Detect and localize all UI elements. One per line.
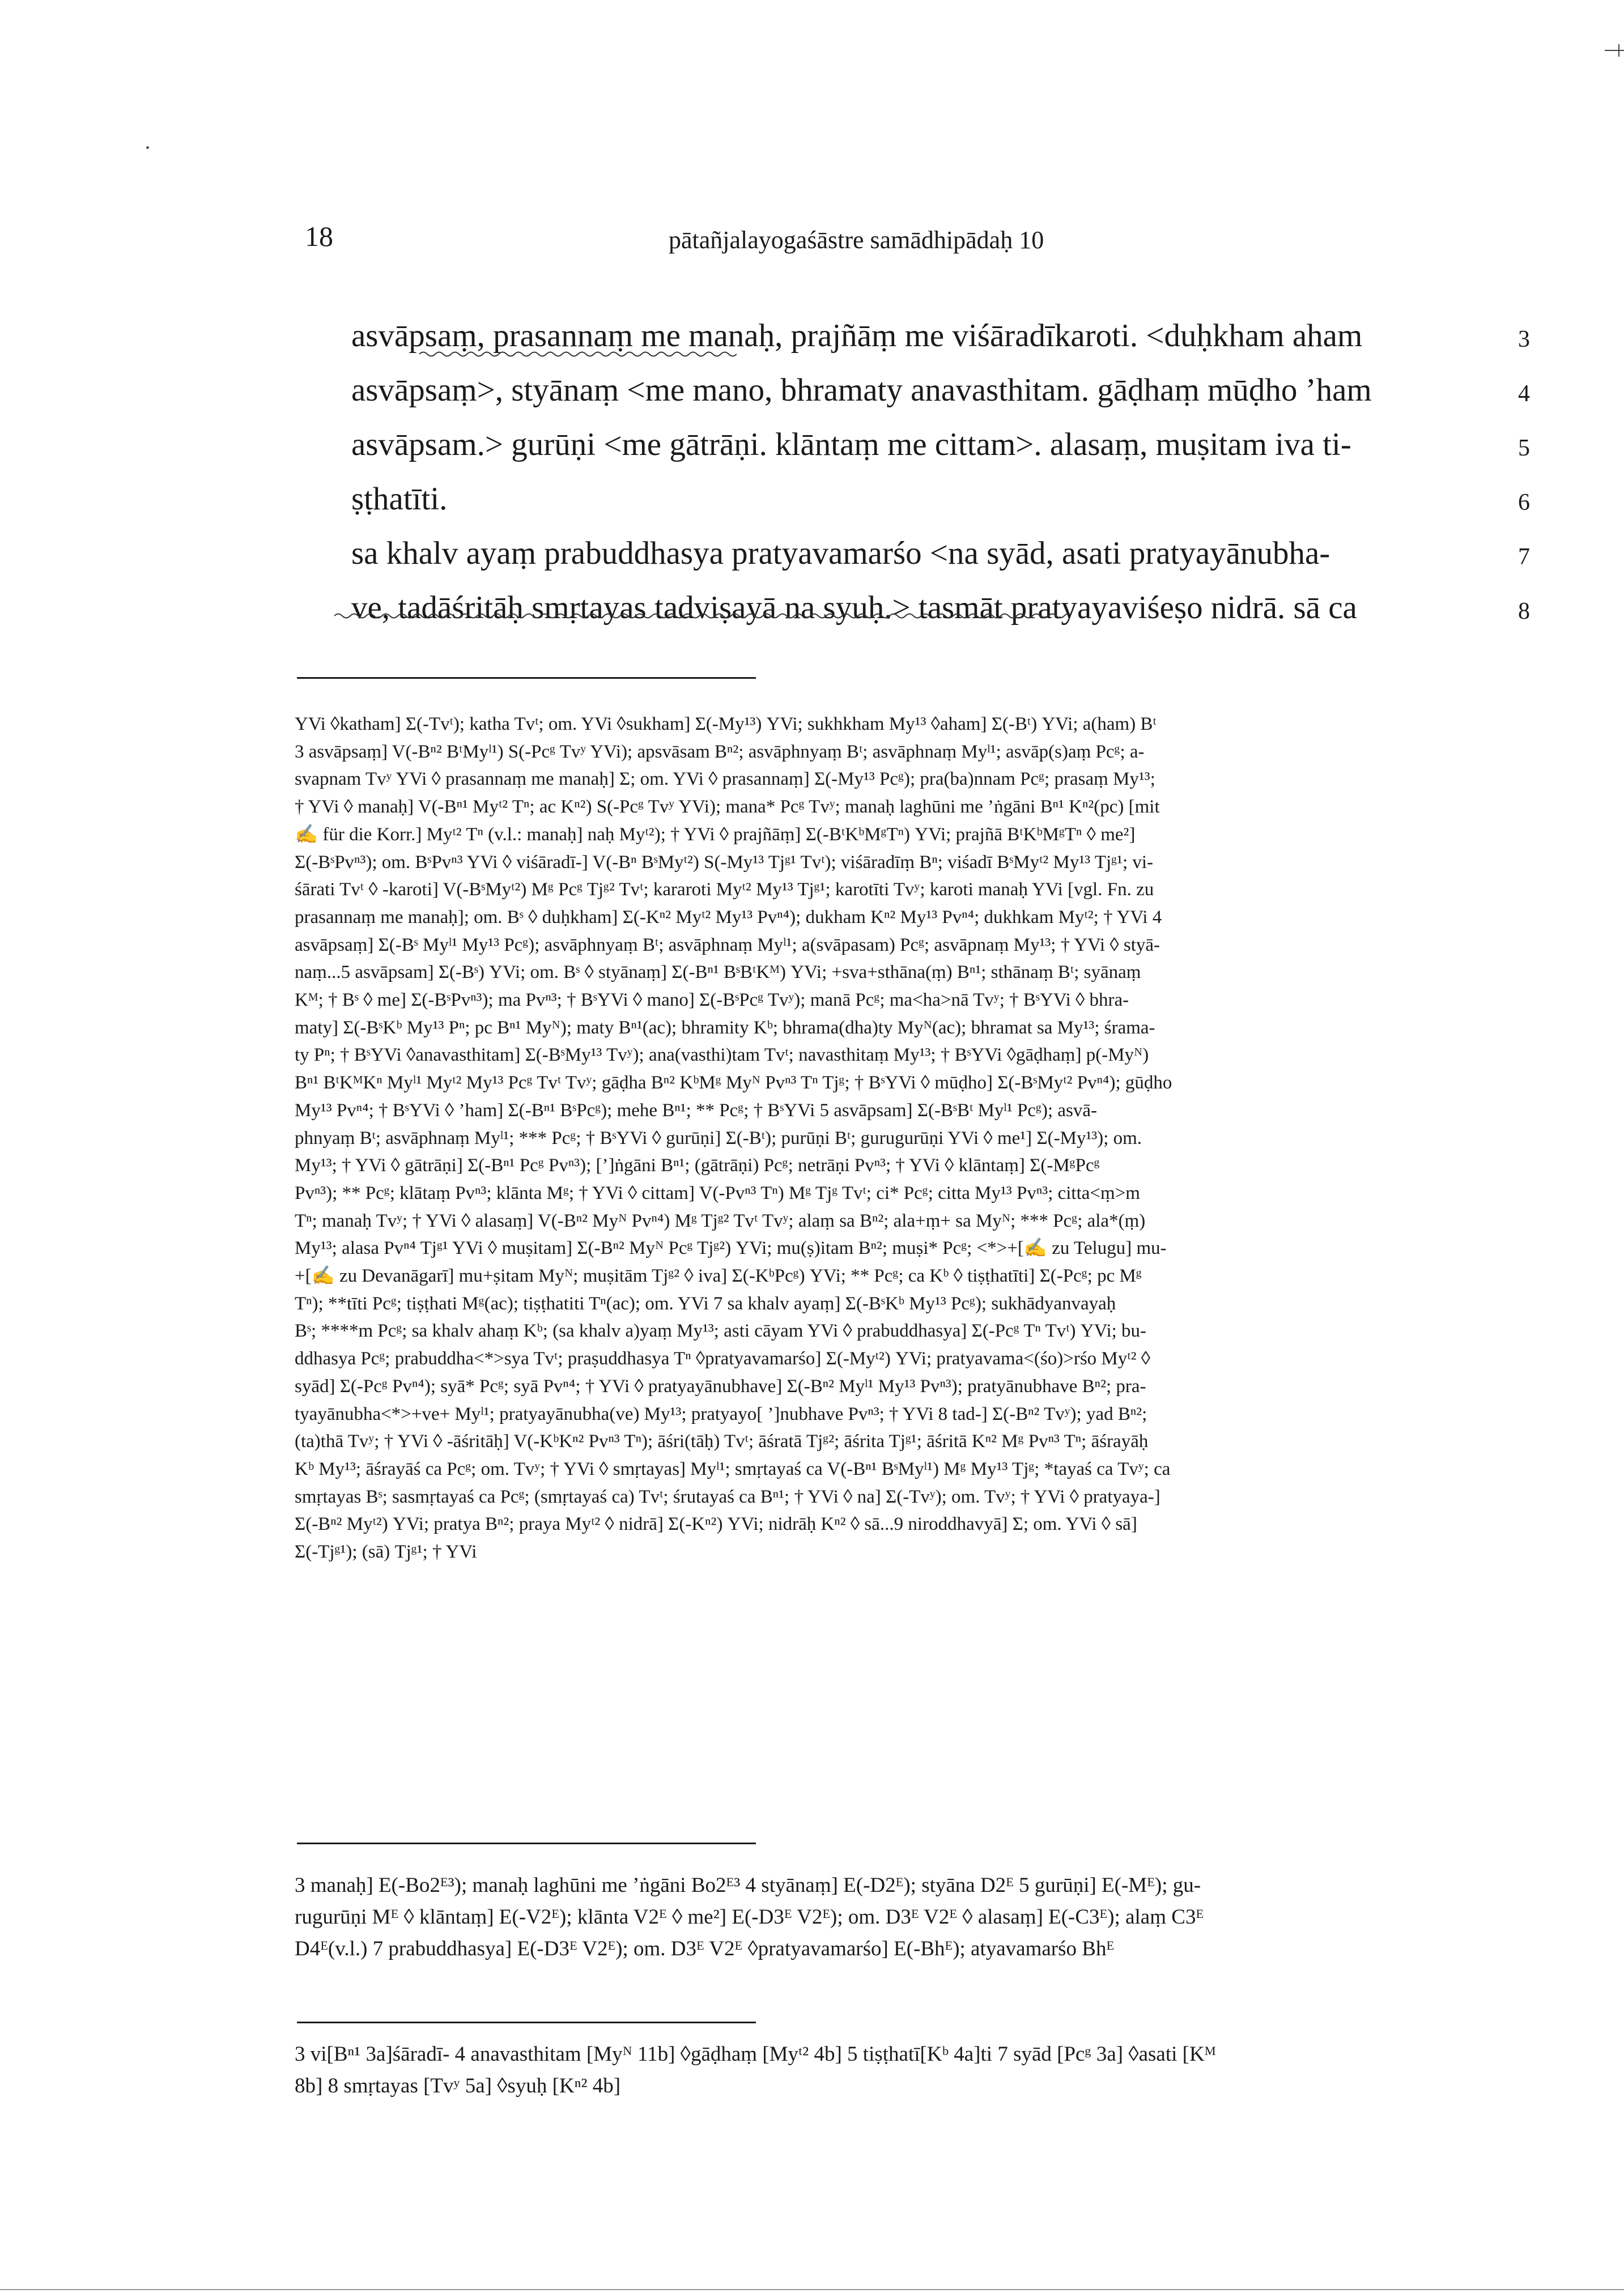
variant-underline: [419, 350, 737, 358]
main-line-text: asvāpsaṃ, prasannaṃ me manaḥ, prajñāṃ me viśāradīkaroti. <duḥkham aham: [351, 318, 1363, 354]
line-number: 6: [1518, 490, 1530, 516]
main-text-line: [351, 472, 1530, 526]
apparatus-line: Bˢ; ****m Pcᵍ; sa khalv ahaṃ Kᵇ; (sa khalv a)yaṃ My¹³; asti cāyam YVi ◊ prabuddhasya] Σ(-Pcᵍ Tⁿ Tvᵗ) YVi; bu-: [295, 1321, 1147, 1342]
main-text-line: [351, 418, 1530, 472]
footnote-line: rugurūṇi Mᴱ ◊ klāntaṃ] E(-V2ᴱ); klānta V2ᴱ ◊ me²] E(-D3ᴱ V2ᴱ); om. D3ᴱ V2ᴱ ◊ alasaṃ] E(-C3ᴱ); alaṃ C3ᴱ: [295, 1905, 1204, 1929]
apparatus-line: Σ(-Tjᵍ¹); (sā) Tjᵍ¹; † YVi: [295, 1542, 477, 1563]
footnote-rule: [297, 2022, 756, 2023]
apparatus-line: svapnam Tvʸ YVi ◊ prasannaṃ me manaḥ] Σ; om. YVi ◊ prasannaṃ] Σ(-My¹³ Pcᵍ); pra(ba)nnam Pcᵍ; prasaṃ My¹³;: [295, 769, 1155, 790]
apparatus-line: My¹³; alasa Pvⁿ⁴ Tjᵍ¹ YVi ◊ muṣitam] Σ(-Bⁿ² Myᴺ Pcᵍ Tjᵍ²) YVi; mu(ṣ)itam Bⁿ²; muṣi* Pcᵍ; <*>+[✍ zu Telugu] mu-: [295, 1238, 1167, 1259]
line-number: 5: [1518, 435, 1530, 461]
apparatus-line: syād] Σ(-Pcᵍ Pvⁿ⁴); syā* Pcᵍ; syā Pvⁿ⁴; † YVi ◊ pratyayānubhave] Σ(-Bⁿ² Myˡ¹ My¹³ Pvⁿ³); pratyānubhave Bⁿ²; pra-: [295, 1376, 1146, 1397]
variant-underline: [334, 612, 1071, 620]
apparatus-line: phnyaṃ Bᵗ; asvāphnaṃ Myˡ¹; *** Pcᵍ; † BˢYVi ◊ gurūṇi] Σ(-Bᵗ); purūṇi Bᵗ; gurugurūṇi YVi ◊ me¹] Σ(-My¹³); om.: [295, 1128, 1142, 1148]
scan-edge-mark: [1618, 44, 1619, 57]
main-line-text: asvāpsam.> gurūṇi <me gātrāṇi. klāntaṃ me cittam>. alasaṃ, muṣitam iva ti-: [351, 427, 1351, 462]
scan-bottom-edge: [0, 2289, 1624, 2290]
running-head: pātañjalayogaśāstre samādhipādaḥ 10: [669, 226, 1044, 254]
apparatus-line: Kᴹ; † Bˢ ◊ me] Σ(-BˢPvⁿ³); ma Pvⁿ³; † BˢYVi ◊ mano] Σ(-BˢPcᵍ Tvʸ); manā Pcᵍ; ma<ha>nā Tvʸ; † BˢYVi ◊ bhra-: [295, 990, 1129, 1011]
apparatus-line: Bⁿ¹ BᵗKᴹKⁿ Myˡ¹ Myᵗ² My¹³ Pcᵍ Tvᵗ Tvʸ; gāḍha Bⁿ² KᵇMᵍ Myᴺ Pvⁿ³ Tⁿ Tjᵍ; † BˢYVi ◊ mūḍho] Σ(-BˢMyᵗ² Pvⁿ⁴); gūḍho: [295, 1073, 1172, 1094]
apparatus-line: ddhasya Pcᵍ; prabuddha<*>sya Tvᵗ; praṣuddhasya Tⁿ ◊pratyavamarśo] Σ(-Myᵗ²) YVi; pratyavama<(śo)>rśo Myᵗ² ◊: [295, 1348, 1151, 1369]
main-text-line: [351, 526, 1530, 581]
apparatus-line: Σ(-BˢPvⁿ³); om. BˢPvⁿ³ YVi ◊ viśāradī-] V(-Bⁿ BˢMyᵗ²) S(-My¹³ Tjᵍ¹ Tvᵗ); viśāradīṃ Bⁿ; viśadī BˢMyᵗ² My¹³ Tjᵍ¹; vi-: [295, 852, 1154, 873]
apparatus-line: Pvⁿ³); ** Pcᵍ; klātaṃ Pvⁿ³; klānta Mᵍ; † YVi ◊ cittam] V(-Pvⁿ³ Tⁿ) Mᵍ Tjᵍ Tvᵗ; ci* Pcᵍ; citta My¹³ Pvⁿ³; citta<ṃ>m: [295, 1182, 1140, 1203]
line-number: 8: [1518, 598, 1530, 624]
apparatus-line: ty Pⁿ; † BˢYVi ◊anavasthitam] Σ(-BˢMy¹³ Tvʸ); ana(vasthi)tam Tvᵗ; navasthitaṃ My¹³; † BˢYVi ◊gāḍhaṃ] p(-Myᴺ): [295, 1045, 1149, 1066]
apparatus-line: 3 asvāpsaṃ] V(-Bⁿ² BᵗMyˡ¹) S(-Pcᵍ Tvʸ YVi); apsvāsam Bⁿ²; asvāphnyaṃ Bᵗ; asvāphnaṃ Myˡ¹; asvāp(s)aṃ Pcᵍ; a-: [295, 741, 1145, 762]
apparatus-rule: [297, 677, 756, 679]
main-text-line: [351, 581, 1530, 635]
main-text-line: [351, 363, 1530, 418]
scan-edge-mark: [1605, 50, 1624, 51]
footnote-line: 3 vi[Bⁿ¹ 3a]śāradī- 4 anavasthitam [Myᴺ 11b] ◊gāḍhaṃ [Myᵗ² 4b] 5 tiṣṭhatī[Kᵇ 4a]ti 7 syād [Pcᵍ 3a] ◊asati [Kᴹ: [295, 2043, 1216, 2066]
apparatus-line: My¹³ Pvⁿ⁴; † BˢYVi ◊ ’ham] Σ(-Bⁿ¹ BˢPcᵍ); mehe Bⁿ¹; ** Pcᵍ; † BˢYVi 5 asvāpsam] Σ(-BˢBᵗ Myˡ¹ Pcᵍ); asvā-: [295, 1100, 1097, 1121]
page-number: 18: [305, 220, 333, 252]
apparatus-line: Tⁿ; manaḥ Tvʸ; † YVi ◊ alasaṃ] V(-Bⁿ² Myᴺ Pvⁿ⁴) Mᵍ Tjᵍ² Tvᵗ Tvʸ; alaṃ sa Bⁿ²; ala+ṃ+ sa Myᴺ; *** Pcᵍ; ala*(ṃ): [295, 1210, 1146, 1231]
critical-apparatus: [295, 711, 1547, 1566]
apparatus-line: Kᵇ My¹³; āśrayāś ca Pcᵍ; om. Tvʸ; † YVi ◊ smṛtayas] Myˡ¹; smṛtayaś ca V(-Bⁿ¹ BˢMyˡ¹) Mᵍ My¹³ Tjᵍ; *tayaś ca Tvʸ; ca: [295, 1458, 1171, 1479]
apparatus-line: † YVi ◊ manaḥ] V(-Bⁿ¹ Myᵗ² Tⁿ; ac Kⁿ²) S(-Pcᵍ Tvʸ YVi); mana* Pcᵍ Tvʸ; manaḥ laghūni me ’ṅgāni Bⁿ¹ Kⁿ²(pc) [mit: [295, 797, 1160, 818]
apparatus-line: naṃ...5 asvāpsam] Σ(-Bˢ) YVi; om. Bˢ ◊ styānaṃ] Σ(-Bⁿ¹ BˢBᵗKᴹ) YVi; +sva+sthāna(ṃ) Bⁿ¹; sthānaṃ Bᵗ; syānaṃ: [295, 962, 1141, 983]
apparatus-line: ✍ für die Korr.] Myᵗ² Tⁿ (v.l.: manaḥ] naḥ Myᵗ²); † YVi ◊ prajñāṃ] Σ(-BᵗKᵇMᵍTⁿ) YVi; prajñā BᵗKᵇMᵍTⁿ ◊ me²]: [295, 824, 1136, 845]
footnote-rule: [297, 1843, 756, 1844]
apparatus-line: maty] Σ(-BˢKᵇ My¹³ Pⁿ; pc Bⁿ¹ Myᴺ); maty Bⁿ¹(ac); bhramity Kᵇ; bhrama(dha)ty Myᴺ(ac); bhramat sa My¹³; śrama-: [295, 1017, 1155, 1038]
footnote-editions: [295, 1870, 1547, 1965]
apparatus-line: Tⁿ); **tīti Pcᵍ; tiṣṭhati Mᵍ(ac); tiṣṭhatiti Tⁿ(ac); om. YVi 7 sa khalv ayaṃ] Σ(-BˢKᵇ My¹³ Pcᵍ); sukhādyanvayaḥ: [295, 1293, 1116, 1314]
apparatus-line: +[✍ zu Devanāgarī] mu+ṣitam Myᴺ; muṣitām Tjᵍ² ◊ iva] Σ(-KᵇPcᵍ) YVi; ** Pcᵍ; ca Kᵇ ◊ tiṣṭhatīti] Σ(-Pcᵍ; pc Mᵍ: [295, 1266, 1142, 1287]
line-number: 3: [1518, 326, 1530, 352]
apparatus-line: smṛtayas Bˢ; sasmṛtayaś ca Pcᵍ; (smṛtayaś ca) Tvᵗ; śrutayaś ca Bⁿ¹; † YVi ◊ na] Σ(-Tvʸ); om. Tvʸ; † YVi ◊ pratyaya-]: [295, 1486, 1160, 1507]
footnote-line: D4ᴱ(v.l.) 7 prabuddhasya] E(-D3ᴱ V2ᴱ); om. D3ᴱ V2ᴱ ◊pratyavamarśo] E(-Bhᴱ); atyavamarśo Bhᴱ: [295, 1937, 1115, 1960]
footnote-line: 8b] 8 smṛtayas [Tvʸ 5a] ◊syuḥ [Kⁿ² 4b]: [295, 2074, 621, 2098]
apparatus-line: Σ(-Bⁿ² Myᵗ²) YVi; pratya Bⁿ²; praya Myᵗ² ◊ nidrā] Σ(-Kⁿ²) YVi; nidrāḥ Kⁿ² ◊ sā...9 niroddhavyā] Σ; om. YVi ◊ sā]: [295, 1514, 1137, 1535]
scan-speck: [146, 146, 149, 149]
line-number: 7: [1518, 544, 1530, 570]
footnote-line: 3 manaḥ] E(-Bo2ᴱ³); manaḥ laghūni me ’ṅgāni Bo2ᴱ³ 4 styānaṃ] E(-D2ᴱ); styāna D2ᴱ 5 gurūṇi] E(-Mᴱ); gu-: [295, 1874, 1201, 1897]
apparatus-line: YVi ◊katham] Σ(-Tvᵗ); katha Tvᵗ; om. YVi ◊sukham] Σ(-My¹³) YVi; sukhkham My¹³ ◊aham] Σ(-Bᵗ) YVi; a(ham) Bᵗ: [295, 714, 1157, 734]
apparatus-line: (ta)thā Tvʸ; † YVi ◊ -āśritāḥ] V(-KᵇKⁿ² Pvⁿ³ Tⁿ); āśri(tāḥ) Tvᵗ; āśratā Tjᵍ²; āśrita Tjᵍ¹; āśritā Kⁿ² Mᵍ Pvⁿ³ Tⁿ; āśrayāḥ: [295, 1431, 1149, 1452]
main-line-text-inner: sa khalv ayaṃ prabuddhasya pratyavamarśo <na syād, asati pratyayānubha-: [351, 535, 1330, 571]
main-line-text: asvāpsaṃ>, styānaṃ <me mano, bhramaty anavasthitam. gāḍhaṃ mūḍho ’ham: [351, 372, 1372, 408]
main-line-text: [351, 526, 1330, 581]
main-line-text: ve, tadāśritāḥ smṛtayas tadviṣayā na syuḥ.> tasmāt pratyayaviśeṣo nidrā. sā ca: [351, 590, 1357, 626]
apparatus-line: asvāpsaṃ] Σ(-Bˢ Myˡ¹ My¹³ Pcᵍ); asvāphnyaṃ Bᵗ; asvāphnaṃ Myˡ¹; a(svāpasam) Pcᵍ; asvāpnaṃ My¹³; † YVi ◊ styā-: [295, 934, 1160, 955]
apparatus-line: My¹³; † YVi ◊ gātrāṇi] Σ(-Bⁿ¹ Pcᵍ Pvⁿ³); [’]ṅgāni Bⁿ¹; (gātrāṇi) Pcᵍ; netrāṇi Pvⁿ³; † YVi ◊ klāntaṃ] Σ(-MᵍPcᵍ: [295, 1155, 1100, 1176]
line-number: 4: [1518, 381, 1530, 407]
main-line-text: ṣṭhatīti.: [351, 481, 448, 517]
footnote-folios: [295, 2039, 1547, 2102]
apparatus-line: tyayānubha<*>+ve+ Myˡ¹; pratyayānubha(ve) My¹³; pratyayo[ ’]nubhave Pvⁿ³; † YVi 8 tad-] Σ(-Bⁿ² Tvʸ); yad Bⁿ²;: [295, 1403, 1147, 1424]
apparatus-line: prasannaṃ me manaḥ]; om. Bˢ ◊ duḥkham] Σ(-Kⁿ² Myᵗ² My¹³ Pvⁿ⁴); dukham Kⁿ² My¹³ Pvⁿ⁴; dukhkam Myᵗ²; † YVi 4: [295, 907, 1162, 928]
apparatus-line: śārati Tvᵗ ◊ -karoti] V(-BˢMyᵗ²) Mᵍ Pcᵍ Tjᵍ² Tvᵗ; kararoti Myᵗ² My¹³ Tjᵍ¹; karotīti Tvʸ; karoti manaḥ YVi [vgl. Fn. zu: [295, 879, 1154, 900]
